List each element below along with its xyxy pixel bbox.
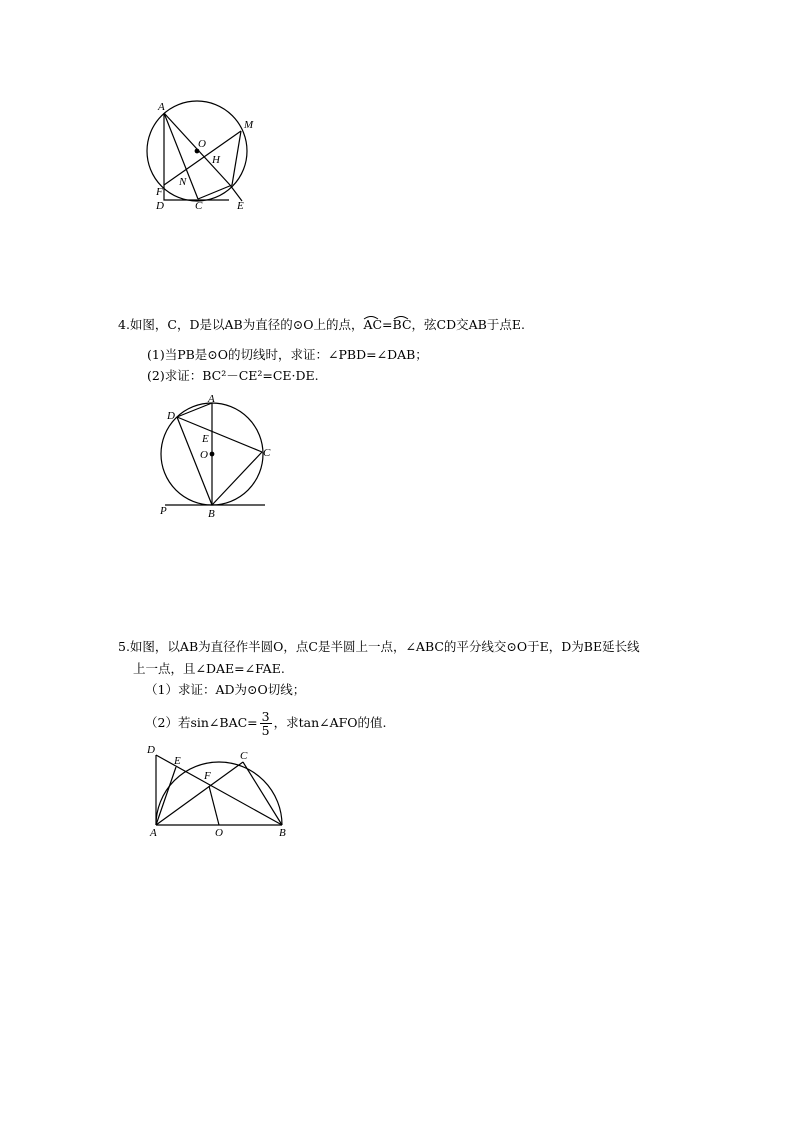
fraction-3-5: $\frac{3}{5}$ bbox=[261, 709, 270, 738]
arc-ac: AC bbox=[363, 317, 383, 332]
problem-4-question-1: (1)当PB是⊙O的切线时，求证：∠PBD=∠DAB； bbox=[147, 347, 428, 362]
label-e: E bbox=[174, 755, 181, 767]
problem-5-stem-line-2: 上一点，且∠DAE=∠FAE. bbox=[133, 661, 285, 676]
label-b: B bbox=[208, 508, 215, 520]
label-a: A bbox=[208, 393, 215, 405]
problem-5-question-2-prefix: （2）若sin∠BAC= bbox=[145, 715, 258, 730]
label-d: D bbox=[147, 744, 155, 756]
problem-5-stem-line-1: 5.如图，以AB为直径作半圆O，点C是半圆上一点，∠ABC的平分线交⊙O于E，D为BE延长线 bbox=[118, 639, 640, 654]
label-c: C bbox=[195, 200, 203, 212]
label-f: F bbox=[204, 770, 211, 782]
label-e: E bbox=[237, 200, 244, 212]
label-m: M bbox=[244, 119, 254, 131]
label-o: O bbox=[215, 827, 223, 839]
label-d: D bbox=[167, 410, 175, 422]
problem-4-stem bbox=[118, 317, 525, 333]
label-b: B bbox=[279, 827, 286, 839]
arc-bc: BC bbox=[392, 317, 412, 332]
arc-equal-sign: = bbox=[382, 317, 393, 332]
label-a: A bbox=[150, 827, 157, 839]
problem-5-question-2 bbox=[145, 705, 387, 741]
label-c: C bbox=[240, 750, 248, 762]
label-f: F bbox=[156, 186, 163, 198]
problem-5-question-2-suffix: ，求tan∠AFO的值. bbox=[273, 715, 387, 730]
figure-4-circle-diagram bbox=[155, 392, 275, 522]
label-o: O bbox=[200, 449, 208, 461]
figure-1-circle-diagram bbox=[140, 95, 270, 220]
label-e: E bbox=[202, 433, 209, 445]
label-o: O bbox=[198, 138, 206, 150]
figure-5-semicircle-diagram bbox=[140, 740, 300, 840]
label-d: D bbox=[156, 200, 164, 212]
problem-5-question-1: （1）求证：AD为⊙O切线； bbox=[145, 682, 306, 697]
label-a: A bbox=[158, 101, 165, 113]
problem-4-stem-suffix: ，弦CD交AB于点E. bbox=[411, 317, 525, 332]
label-h: H bbox=[212, 154, 220, 166]
label-p: P bbox=[160, 505, 167, 517]
label-n: N bbox=[179, 176, 187, 188]
problem-4-question-2: (2)求证：BC²－CE²=CE·DE. bbox=[147, 368, 319, 383]
problem-4-stem-prefix: 4.如图，C，D是以AB为直径的⊙O上的点， bbox=[118, 317, 364, 332]
label-c: C bbox=[263, 447, 271, 459]
